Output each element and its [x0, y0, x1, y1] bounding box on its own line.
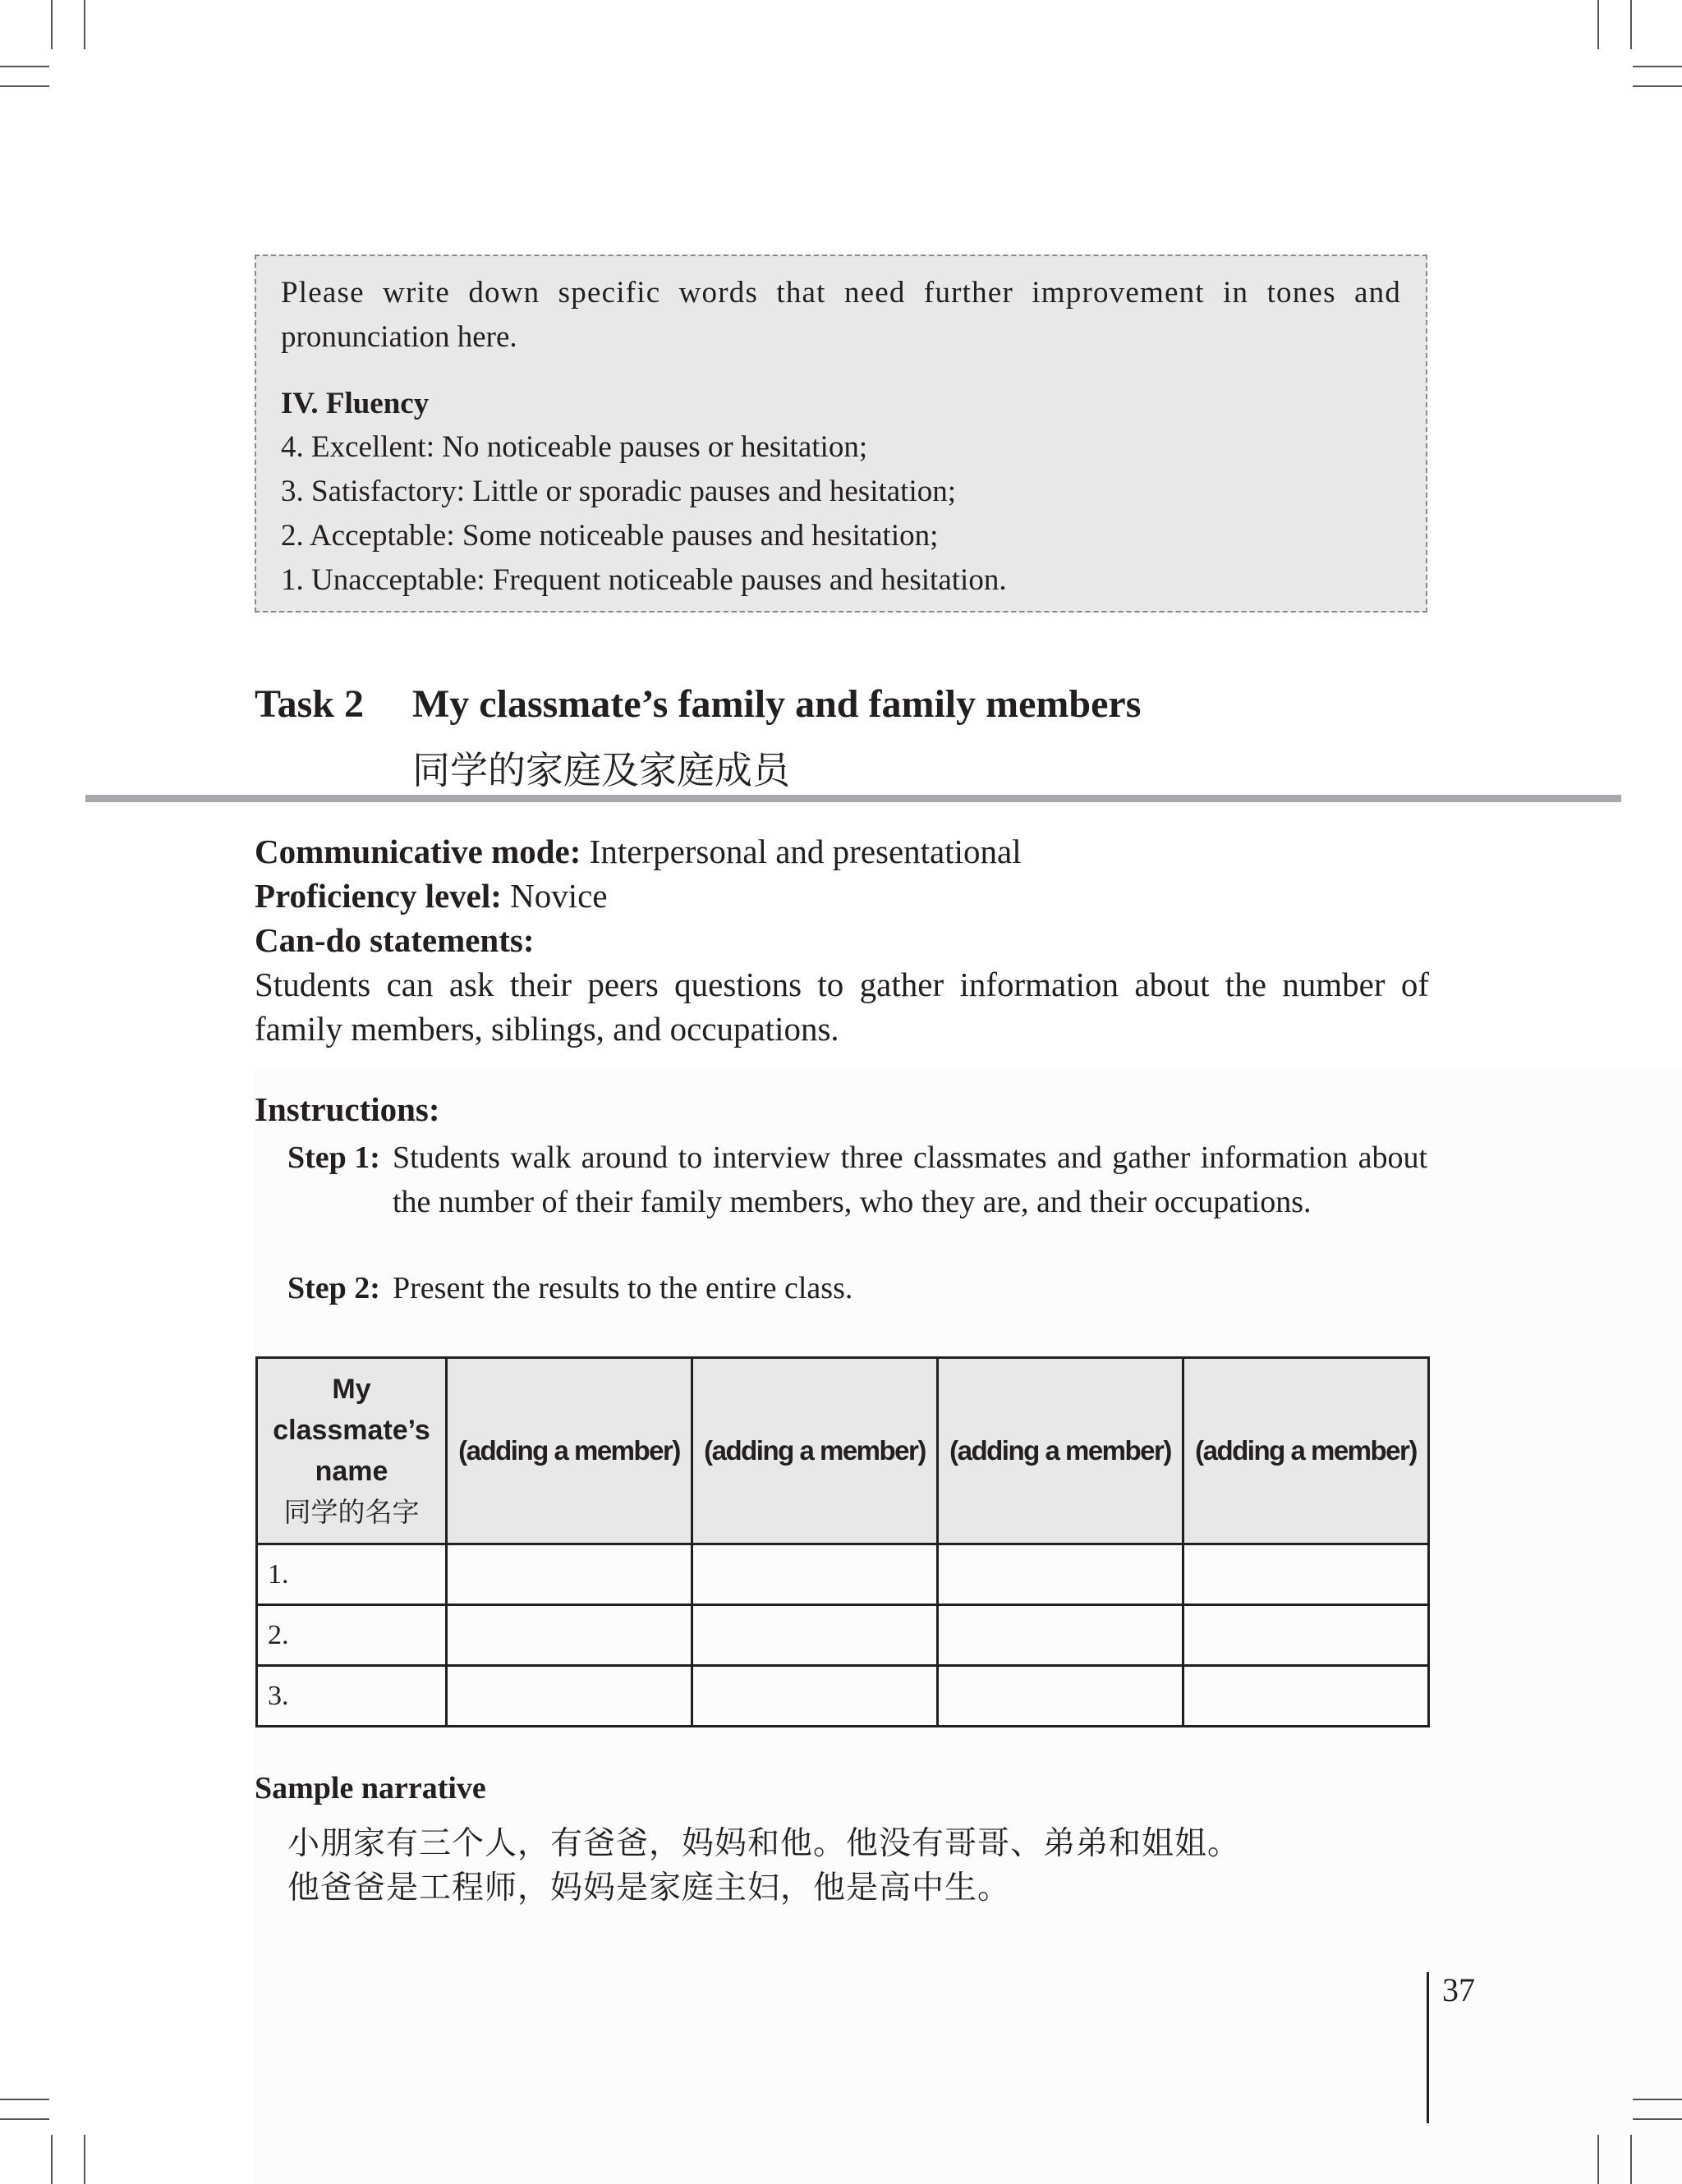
rubric-scale-item: 3. Satisfactory: Little or sporadic pauses and hesitation;	[281, 475, 957, 508]
crop-mark	[84, 2135, 85, 2184]
rubric-scale-item: 2. Acceptable: Some noticeable pauses and hesitation;	[281, 519, 939, 553]
answer-cell[interactable]	[692, 1666, 938, 1727]
crop-mark	[0, 2099, 49, 2100]
answer-cell[interactable]	[938, 1544, 1183, 1605]
table-row	[257, 1605, 1429, 1666]
page-number-bar	[1427, 1972, 1429, 2123]
step-1	[287, 1136, 1427, 1224]
table-row	[257, 1544, 1429, 1605]
step-text: Present the results to the entire class.	[393, 1271, 853, 1305]
sample-narrative-line: 小朋家有三个人，有爸爸，妈妈和他。他没有哥哥、弟弟和姐姐。	[287, 1825, 1241, 1862]
task-title-english: My classmate’s family and family members	[412, 682, 1142, 726]
answer-cell[interactable]	[938, 1605, 1183, 1666]
crop-mark	[1597, 0, 1599, 49]
instructions-title: Instructions:	[255, 1090, 440, 1128]
rubric-section-title: IV. Fluency	[281, 387, 430, 420]
answer-cell[interactable]	[938, 1666, 1183, 1727]
crop-mark	[0, 2118, 49, 2120]
member-column-header: (adding a member)	[938, 1358, 1183, 1544]
family-interview-table	[255, 1356, 1430, 1727]
crop-mark	[1630, 0, 1632, 49]
task-title-chinese: 同学的家庭及家庭成员	[412, 748, 790, 792]
communicative-mode	[255, 829, 1429, 874]
crop-mark	[0, 66, 49, 67]
answer-cell[interactable]	[447, 1605, 692, 1666]
sample-narrative-line: 他爸爸是工程师，妈妈是家庭主妇，他是高中生。	[287, 1870, 1011, 1906]
communicative-mode-label: Communicative mode:	[255, 833, 581, 870]
crop-mark	[1633, 85, 1682, 87]
proficiency-level-value: Novice	[501, 877, 608, 915]
crop-mark	[1633, 66, 1682, 67]
answer-cell[interactable]	[1183, 1544, 1429, 1605]
classmate-name-header: My classmate’s name 同学的名字	[257, 1358, 447, 1544]
rubric-scale-item: 1. Unacceptable: Frequent noticeable pauses and hesitation.	[281, 563, 1007, 597]
rubric-scale-item: 4. Excellent: No noticeable pauses or hesitation;	[281, 430, 868, 464]
crop-mark	[84, 0, 85, 49]
crop-mark	[51, 2135, 53, 2184]
rubric-intro-line1: Please write down specific words that need further improvement in tones and	[281, 276, 1401, 310]
answer-cell[interactable]	[692, 1544, 938, 1605]
member-column-header: (adding a member)	[692, 1358, 938, 1544]
answer-cell[interactable]	[447, 1666, 692, 1727]
crop-mark	[1630, 2135, 1632, 2184]
answer-cell[interactable]	[692, 1605, 938, 1666]
crop-mark	[1597, 2135, 1599, 2184]
proficiency-level-label: Proficiency level:	[255, 877, 502, 915]
row-number-cell: 3.	[257, 1666, 447, 1727]
row-number-cell: 1.	[257, 1544, 447, 1605]
step-label: Step 2:	[287, 1271, 380, 1305]
heading-rule	[85, 795, 1621, 802]
crop-mark	[1633, 2099, 1682, 2100]
rubric-intro-line2: pronunciation here.	[281, 320, 517, 354]
sample-narrative-title: Sample narrative	[255, 1771, 486, 1805]
task-number: Task 2	[255, 682, 364, 726]
communicative-mode-value: Interpersonal and presentational	[581, 833, 1022, 870]
fluency-rubric-box	[255, 255, 1427, 613]
table-header-row	[257, 1358, 1429, 1544]
step-label: Step 1:	[287, 1140, 380, 1175]
rubric-intro	[281, 271, 1401, 360]
row-number-cell: 2.	[257, 1605, 447, 1666]
answer-cell[interactable]	[1183, 1605, 1429, 1666]
answer-cell[interactable]	[447, 1544, 692, 1605]
page-number: 37	[1442, 1971, 1475, 2008]
can-do-label: Can-do statements:	[255, 921, 535, 959]
crop-mark	[51, 0, 53, 49]
proficiency-level	[255, 874, 1429, 918]
table-row	[257, 1666, 1429, 1727]
task-meta	[255, 829, 1429, 1051]
crop-mark	[0, 85, 49, 87]
member-column-header: (adding a member)	[1183, 1358, 1429, 1544]
step-text: Students walk around to interview three classmates and gather information about the number of their family members, who they are, and their occupations.	[393, 1140, 1427, 1219]
member-column-header: (adding a member)	[447, 1358, 692, 1544]
answer-cell[interactable]	[1183, 1666, 1429, 1727]
step-2	[287, 1266, 1427, 1310]
can-do-statement: Students can ask their peers questions to gather information about the number of family members, siblings, and occupations.	[255, 966, 1429, 1048]
crop-mark	[1633, 2118, 1682, 2120]
